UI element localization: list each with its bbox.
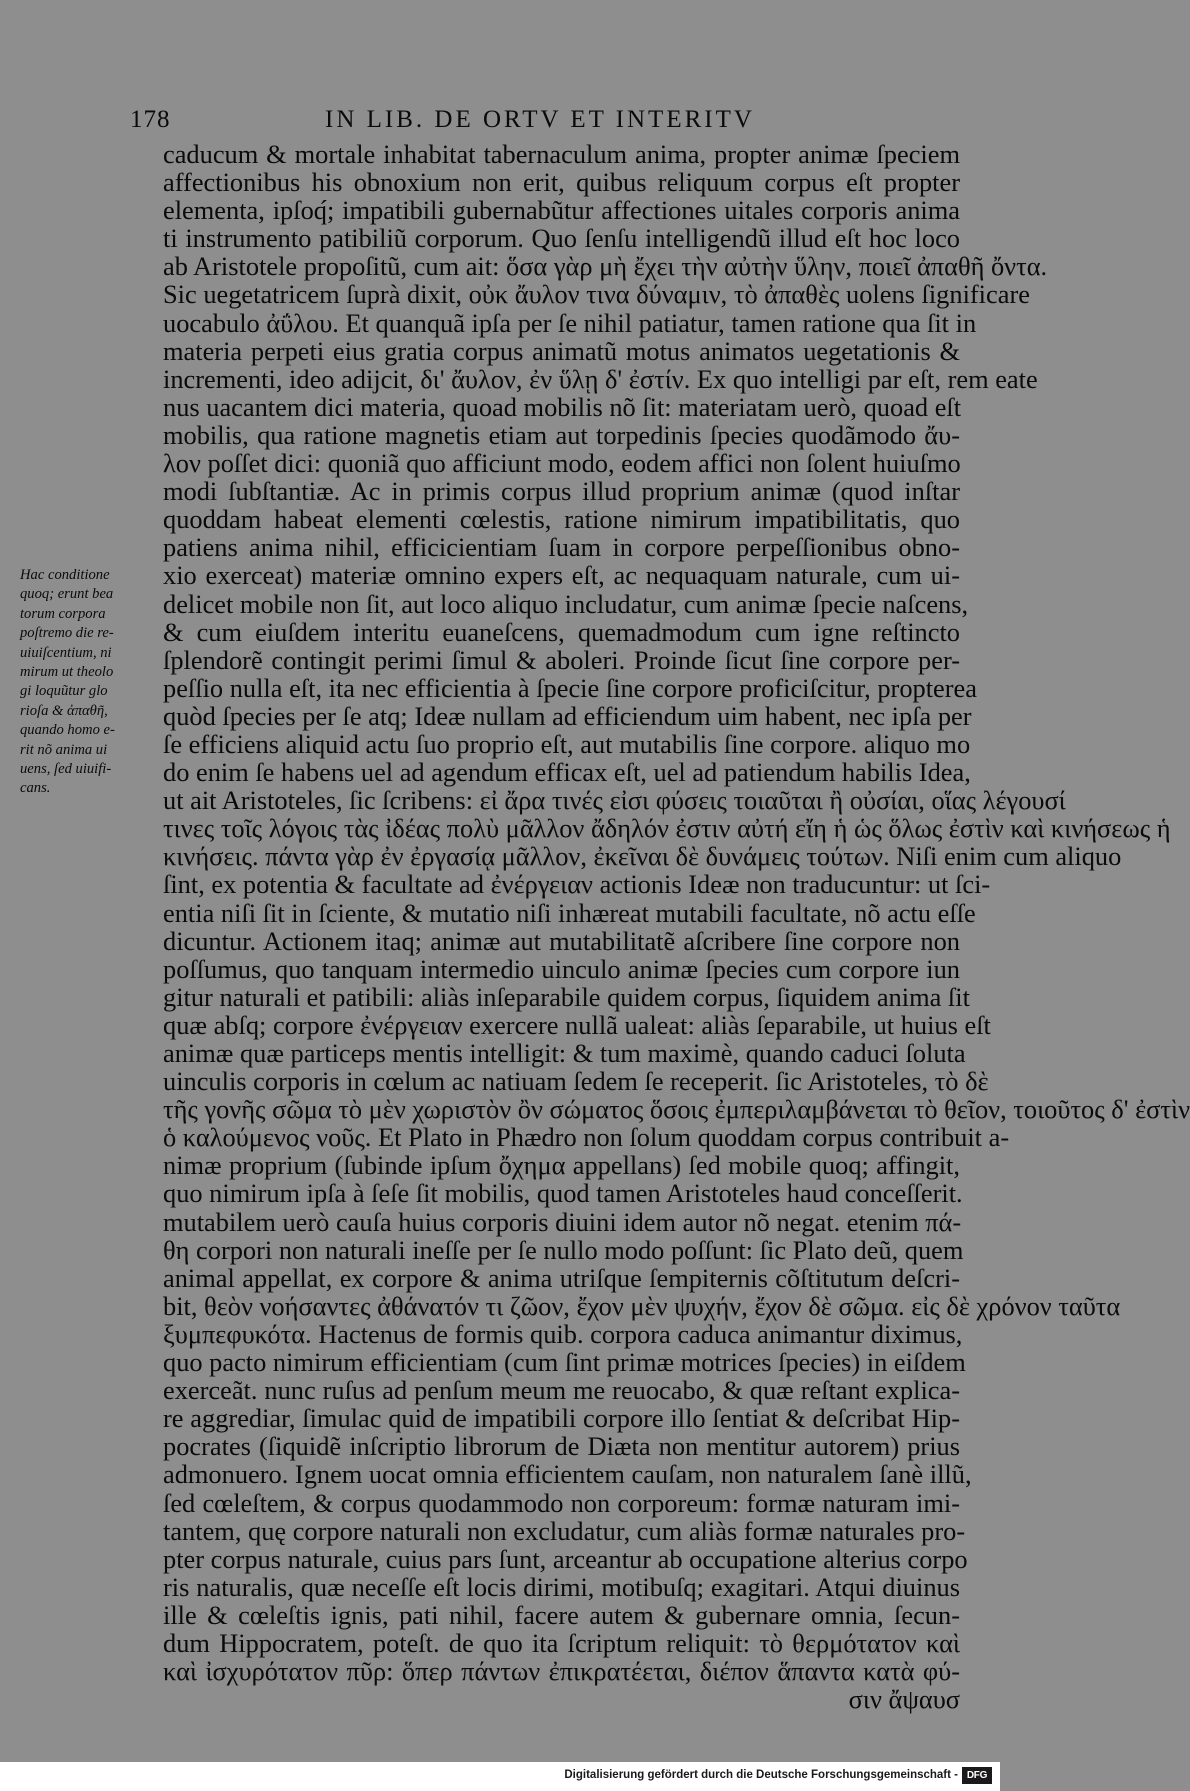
text-line: ris naturalis, quæ neceſſe eſt locis dirimi, motibuſq; exagitari. Atqui diuinus (163, 1571, 960, 1602)
margin-note-line: mirum ut theolo (20, 664, 114, 681)
text-line: κινήσεις. πάντα γὰρ ἐν ἐργασίᾳ μᾶλλον, ἐκεῖναι δὲ δυνάμεις τούτων. Niſi enim cum aliquo (163, 841, 1122, 872)
text-line: θη corpori non naturali ineſſe per ſe nullo modo poſſunt: ſic Plato deũ, quem (163, 1234, 964, 1265)
margin-note-line: uiuiſcentium, ni (20, 644, 112, 661)
text-line: ſint, ex potentia & facultate ad ἐνέργειαν actionis Ideæ non traducuntur: ut ſci- (163, 869, 991, 900)
text-line: delicet mobile non ſit, aut loco aliquo includatur, cum animæ ſpecie naſcens, (163, 588, 969, 619)
text-line: ut ait Aristoteles, ſic ſcribens: εἰ ἄρα τινές εἰσι φύσεις τοιαῦται ἢ οὐσίαι, οἵας λέγουσί (163, 785, 1066, 816)
text-line: entia niſi ſit in ſciente, & mutatio niſi inhæreat mutabili facultate, nõ actu eſſe (163, 897, 976, 928)
text-line: re aggrediar, ſimulac quid de impatibili corpore illo ſentiat & deſcribat Hip- (163, 1403, 960, 1434)
text-line: ti instrumento patibiliũ corporum. Quo ſenſu intelligendũ illud eſt hoc loco (163, 223, 960, 254)
text-line: καὶ ἰσχυρότατον πῦρ: ὅπερ πάντων ἐπικρατέεται, διέπον ἅπαντα κατὰ φύ- (163, 1656, 960, 1687)
text-line: quòd ſpecies per ſe atq; Ideæ nullam ad efficiendum uim habent, nec ipſa per (163, 700, 972, 731)
text-line: ſe efficiens aliquid actu ſuo proprio eſt, aut mutabilis ſine corpore. aliquo mo (163, 728, 971, 759)
text-line: poſſumus, quo tanquam intermedio uinculo animæ ſpecies cum corpore iun (163, 953, 960, 984)
margin-note-line: rit nõ anima ui (20, 741, 108, 758)
page-header (130, 106, 850, 140)
catchword: σιν ἄψαυσ (848, 1684, 960, 1715)
text-line: materia perpeti eius gratia corpus animatũ motus animatos uegetationis & (163, 335, 960, 366)
footer-credit-text: Digitalisierung gefördert durch die Deutsche Forschungsgemeinschaft - (564, 1769, 958, 1781)
text-line: quo pacto nimirum efficientiam (cum ſint primæ motrices ſpecies) in eiſdem (163, 1347, 966, 1378)
text-line: quoddam habeat elementi cœlestis, ratione nimirum impatibilitatis, quo (163, 504, 960, 535)
margin-note-line: Hac conditione (20, 567, 110, 583)
text-line: incrementi, ideo adijcit, δι' ἄυλον, ἐν ὕλῃ δ' ἐστίν. Ex quo intelligi par eſt, rem eate (163, 363, 1038, 394)
text-line: elementa, ipſoq́; impatibili gubernabũtur affectiones uitales corporis anima (163, 195, 960, 226)
text-line: xio exerceat) materiæ omnino expers eſt, ac nequaquam naturale, cum ui- (163, 560, 960, 591)
text-line: pocrates (ſiquidẽ inſcriptio librorum de Diæta non mentitur autorem) prius (163, 1431, 960, 1462)
text-line: tantem, quę corpore naturali non excludatur, cum aliàs formæ naturales pro- (163, 1515, 966, 1546)
text-line: animæ quæ particeps mentis intelligit: & tum maximè, quando caduci ſoluta (163, 1038, 966, 1068)
text-line: uocabulo ἀΰλου. Et quanquã ipſa per ſe nihil patiatur, tamen ratione qua ſit in (163, 307, 977, 338)
margin-note-line: rioſa & ἀπαθῆ, (20, 702, 108, 719)
text-line: bit, θεὸν νοήσαντες ἀθάνατόν τι ζῶον, ἔχον μὲν ψυχήν, ἔχον δὲ σῶμα. εἰς δὲ χρόνον ταῦτα (163, 1290, 1121, 1321)
text-line: Sic uegetatricem ſuprà dixit, οὐκ ἄυλον τινα δύναμιν, τὸ ἀπαθὲς uolens ſignificare (163, 279, 1030, 310)
text-line: affectionibus his obnoxium non erit, quibus reliquum corpus eſt propter (163, 167, 960, 198)
margin-note-line: uens, ſed uiuifi- (20, 761, 112, 778)
text-line: mutabilem uerò cauſa huius corporis diuini idem autor nõ negat. etenim πά- (163, 1206, 962, 1237)
text-line: caducum & mortale inhabitat tabernaculum anima, propter animæ ſpeciem (163, 139, 960, 169)
margin-note-line: torum corpora (20, 605, 106, 622)
text-line: & cum eiuſdem interitu euaneſcens, quemadmodum cum igne reſtincto (163, 616, 960, 647)
text-line: exerceãt. nunc ruſus ad penſum meum me reuocabo, & quæ reſtant explica- (163, 1375, 960, 1406)
margin-note-line: quoq; erunt bea (20, 586, 114, 603)
text-line: mobilis, qua ratione magnetis etiam aut torpedinis ſpecies quodãmodo ἄυ- (163, 419, 960, 450)
text-line: nus uacantem dici materia, quoad mobilis nõ ſit: materiatam uerò, quoad eſt (163, 391, 962, 422)
digitization-footer (0, 1762, 1000, 1791)
page-number: 178 (130, 106, 171, 133)
text-line: pter corpus naturale, cuius pars ſunt, arceantur ab occupatione alterius corpo (163, 1543, 968, 1574)
text-line: modi ſubſtantiæ. Ac in primis corpus illud proprium animæ (quod inſtar (163, 476, 960, 507)
text-line: patiens anima nihil, efficicientiam ſuam in corpore perpeſſionibus obno- (163, 532, 960, 563)
text-line: animal appellat, ex corpore & anima utriſque ſempiternis cõſtitutum deſcri- (163, 1262, 960, 1293)
text-line: dicuntur. Actionem itaq; animæ aut mutabilitatẽ aſcribere ſine corpore non (163, 925, 960, 956)
text-line: quo nimirum ipſa à ſeſe ſit mobilis, quod tamen Aristoteles haud conceſſerit. (163, 1178, 963, 1209)
text-line: τινες τοῖς λόγοις τὰς ἰδέας πολὺ μᾶλλον ἄδηλόν ἐστιν αὐτή εἴη ἡ ὡς ὅλως ἐστὶν καὶ κινήσεως ἡ (163, 813, 1171, 844)
margin-note-line: quando homo e- (20, 722, 115, 739)
margin-note-line: poſtremo die re- (20, 625, 114, 642)
text-line: quæ abſq; corpore ἐνέργειαν exercere nullã ualeat: aliàs ſeparabile, ut huius eſt (163, 1009, 991, 1040)
text-line: gitur naturali et patibili: aliàs inſeparabile quidem corpus, ſiquidem anima ſit (163, 981, 970, 1012)
margin-note-line: cans. (20, 780, 51, 797)
text-line: ξυμπεφυκότα. Hactenus de formis quib. corpora caduca animantur diximus, (163, 1318, 963, 1349)
main-text-block (163, 139, 1190, 1715)
text-line: λον poſſet dici: quoniã quo afficiunt modo, eodem affici non ſolent huiuſmo (163, 448, 961, 479)
text-line: ſplendorẽ contingit perimi ſimul & aboleri. Proinde ſicut ſine corpore per- (163, 644, 960, 675)
text-line: ab Aristotele propoſitũ, cum ait: ὅσα γὰρ μὴ ἔχει τὴν αὐτὴν ὕλην, ποιεῖ ἀπαθῆ ὄντα. (163, 251, 1048, 282)
text-line: do enim ſe habens uel ad agendum efficax eſt, uel ad patiendum habilis Idea, (163, 757, 971, 788)
dfg-logo: DFG (962, 1767, 992, 1784)
margin-note-line: gi loquũtur glo (20, 683, 108, 700)
running-head: IN LIB. DE ORTV ET INTERITV (325, 106, 755, 133)
text-line: nimæ proprium (ſubinde ipſum ὄχημα appellans) ſed mobile quoq; affingit, (163, 1150, 960, 1181)
text-line: τῆς γονῆς σῶμα τὸ μὲν χωριστὸν ὂν σώματος ὅσοις ἐμπεριλαμβάνεται τὸ θεῖον, τοιοῦτος δ' ἐστὶν (163, 1094, 1190, 1125)
text-line: dum Hippocratem, poteſt. de quo ita ſcriptum reliquit: τὸ θερμότατον καὶ (163, 1627, 960, 1658)
text-line: ὁ καλούμενος νοῦς. Et Plato in Phædro non ſolum quoddam corpus contribuit a- (163, 1122, 1010, 1153)
text-line: admonuero. Ignem uocat omnia efficientem cauſam, non naturalem ſanè illũ, (163, 1459, 972, 1490)
text-line: ſed cœleſtem, & corpus quodammodo non corporeum: formæ naturam imi- (163, 1487, 960, 1518)
margin-note (20, 566, 162, 799)
text-line: peſſio nulla eſt, ita nec efficientia à ſpecie ſine corpore proficiſcitur, propterea (163, 672, 977, 703)
text-line: uinculis corporis in cœlum ac natiuam ſedem ſe receperit. ſic Aristoteles, τὸ δὲ (163, 1066, 989, 1097)
text-line: ille & cœleſtis ignis, pati nihil, facere autem & gubernare omnia, ſecun- (163, 1599, 960, 1630)
